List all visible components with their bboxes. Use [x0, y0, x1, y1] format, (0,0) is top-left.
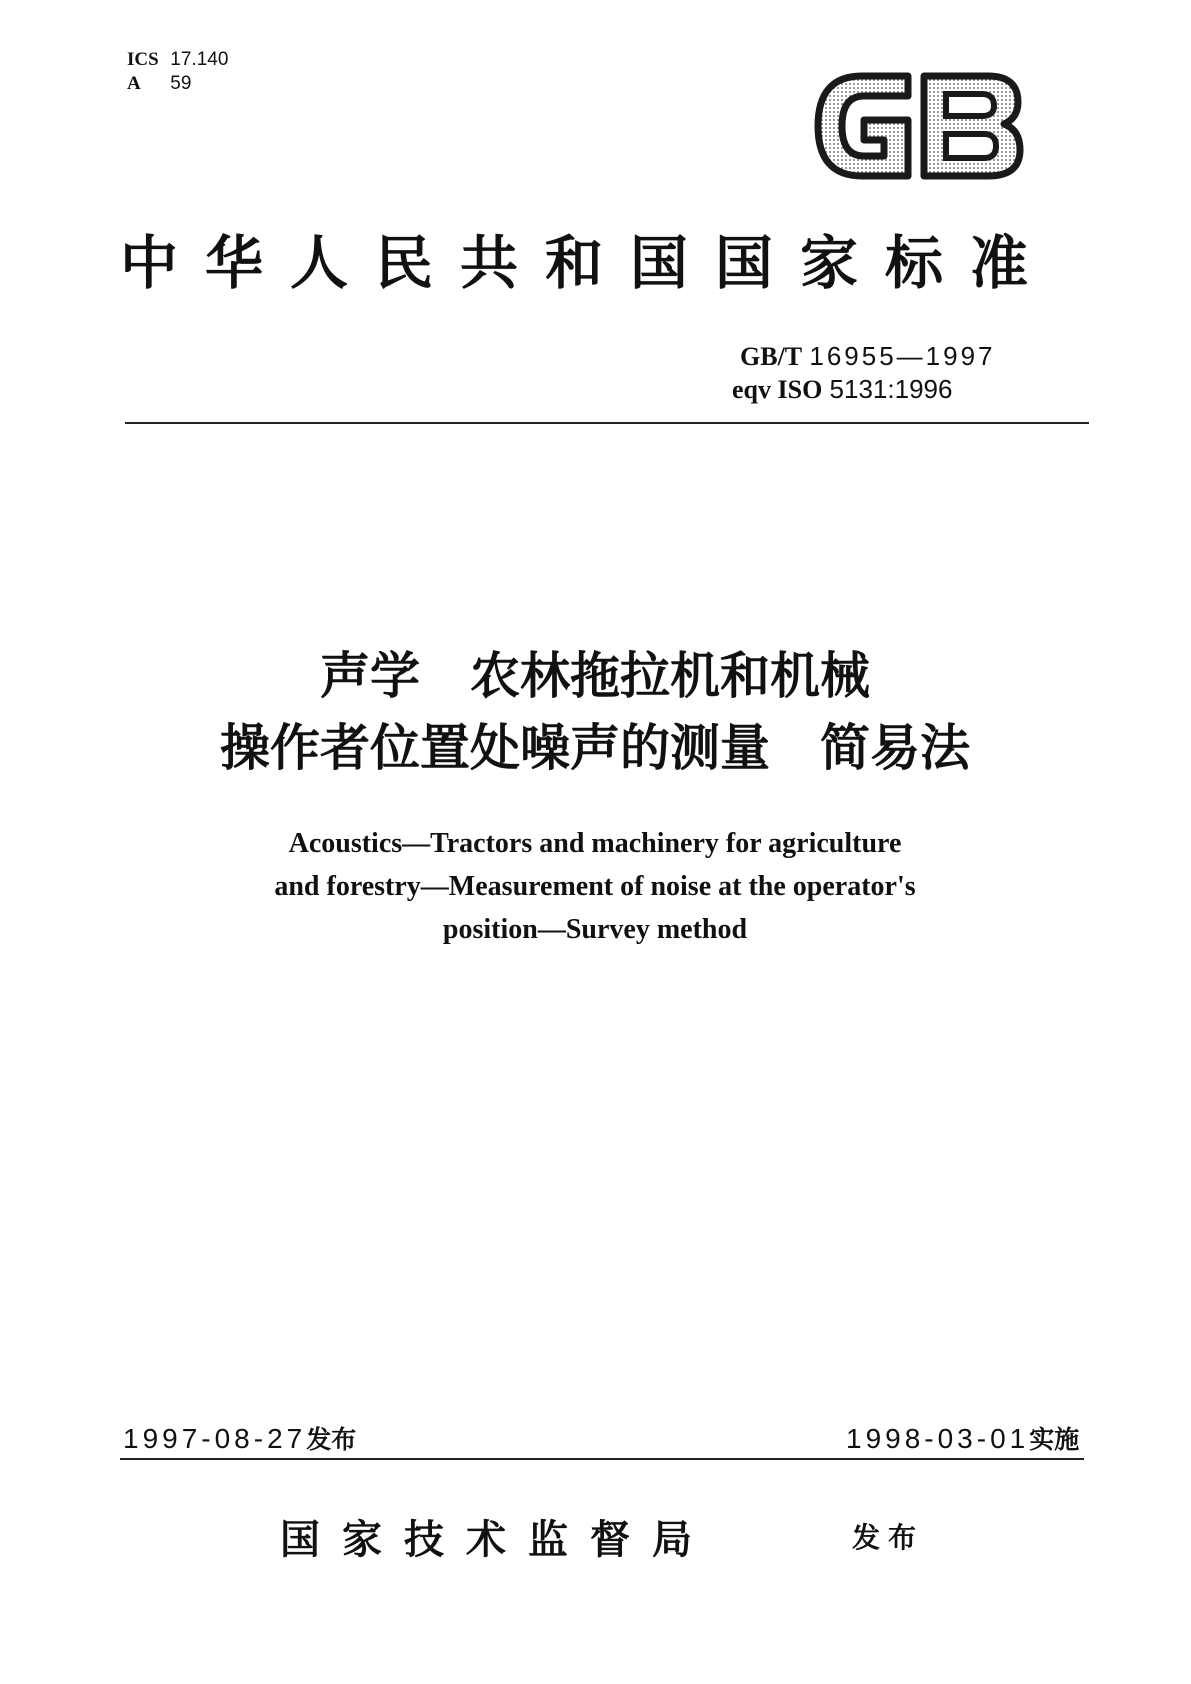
english-title-line-3: position—Survey method	[442, 914, 748, 945]
english-title-line-1: Acoustics—Tractors and machinery for agriculture	[288, 828, 902, 859]
ics-code: 17.140	[170, 49, 229, 70]
equivalence-line	[732, 373, 1070, 406]
ccs-line	[127, 72, 228, 96]
issuing-authority: 国家技术监督局	[280, 1516, 714, 1563]
ccs-code: 59	[170, 73, 192, 94]
release-date-block	[123, 1420, 356, 1456]
issue-label: 发布	[852, 1521, 925, 1554]
standard-prefix: GB/T	[740, 342, 803, 371]
equivalence-code: 5131:1996	[829, 374, 953, 404]
ics-line	[127, 48, 228, 72]
chinese-title-line-2: 操作者位置处噪声的测量 简易法	[220, 719, 970, 777]
implement-date-block	[846, 1420, 1079, 1456]
standard-code: 16955—1997	[809, 341, 996, 371]
chinese-title	[100, 640, 1090, 784]
english-title	[150, 822, 1040, 951]
chinese-title-line-1: 声学 农林拖拉机和机械	[320, 647, 870, 705]
standard-number-block	[732, 340, 1070, 406]
bottom-divider	[120, 1458, 1084, 1460]
classification-codes	[127, 48, 228, 96]
release-suffix: 发布	[306, 1425, 357, 1454]
english-title-line-2: and forestry—Measurement of noise at the operator's	[274, 871, 916, 902]
equivalence-prefix: eqv ISO	[732, 375, 823, 404]
standard-type-heading: 中华人民共和国国家标准	[120, 229, 1056, 297]
top-divider	[125, 422, 1089, 424]
ics-label: ICS	[127, 49, 159, 70]
gb-logo	[812, 70, 1026, 182]
standard-number	[740, 340, 1070, 373]
implement-date: 1998-03-01	[846, 1423, 1030, 1454]
implement-suffix: 实施	[1029, 1425, 1080, 1454]
ccs-label: A	[127, 73, 141, 94]
release-date: 1997-08-27	[123, 1423, 307, 1454]
